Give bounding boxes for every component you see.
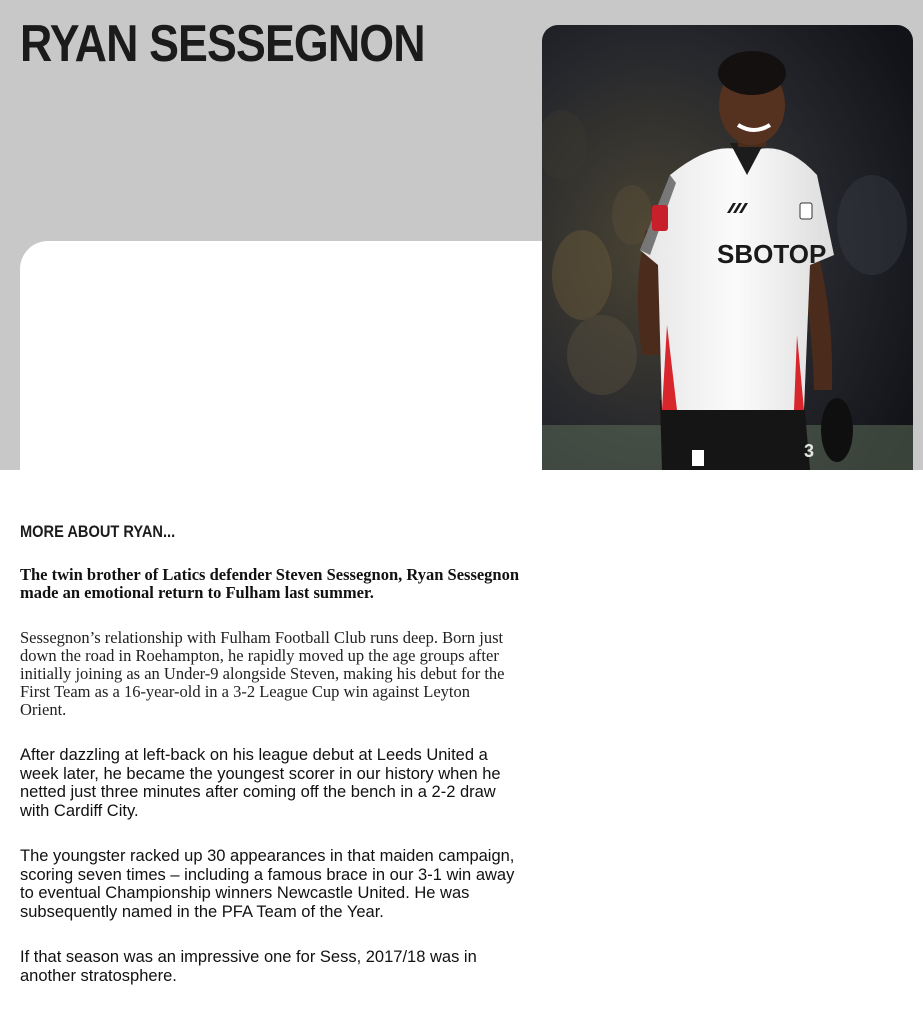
shirt-number: 3 (804, 441, 815, 461)
body-paragraph: After dazzling at left-back on his league debut at Leeds United a week later, he became the youngest scorer in our history when he netted just three minutes after coming off the bench in a 2-2 draw with Cardiff City. (20, 746, 501, 820)
body-paragraph: Sessegnon’s relationship with Fulham Football Club runs deep. Born just down the road in Roehampton, he rapidly moved up the age groups after initially joining as an Under-9 alongside Steven, making his debut for the First Team as a 16-year-old in a 3-2 League Cup win against Leyton Orient. (20, 628, 505, 719)
body-paragraph: If that season was an impressive one for Sess, 2017/18 was in another stratosphere. (20, 948, 477, 985)
article-body (20, 566, 520, 1012)
player-photo (542, 25, 913, 470)
player-name: RYAN SESSEGNON (20, 15, 425, 73)
sponsor-text: SBOTOP (717, 239, 827, 269)
content-panel (20, 241, 580, 481)
lead-paragraph: The twin brother of Latics defender Steven Sessegnon, Ryan Sessegnon made an emotional return to Fulham last summer. (20, 565, 520, 602)
body-paragraph: The youngster racked up 30 appearances in that maiden campaign, scoring seven times – including a famous brace in our 3-1 win away to eventual Championship winners Newcastle United. He was subsequently named in the PFA Team of the Year. (20, 847, 515, 921)
section-heading: MORE ABOUT RYAN... (20, 522, 176, 541)
